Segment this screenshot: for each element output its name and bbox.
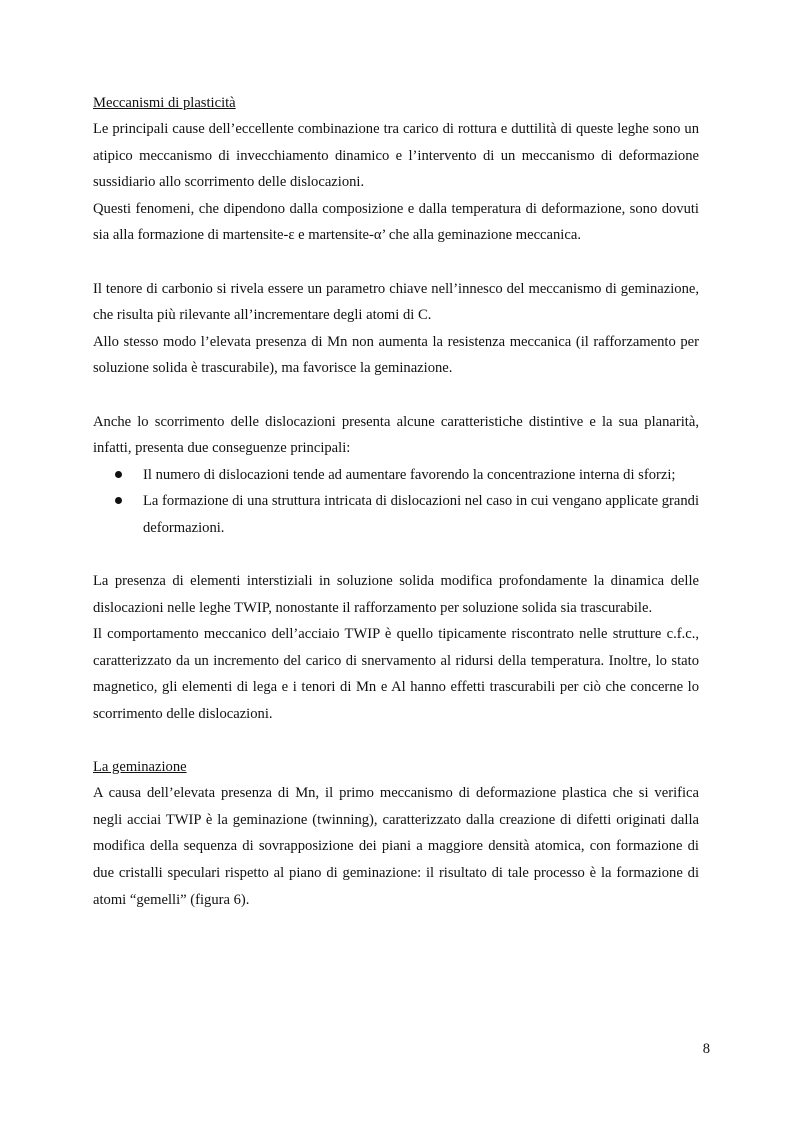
paragraph: La presenza di elementi interstiziali in soluzione solida modifica profondamente la dinamica delle dislocazioni nelle leghe TWIP, nonostante il rafforzamento per soluzione solida sia trascurabile.	[93, 573, 699, 616]
list-item-text: La formazione di una struttura intricata di dislocazioni nel caso in cui vengano applicate grandi deformazioni.	[143, 493, 699, 536]
spacer	[93, 542, 699, 569]
paragraph: Il tenore di carbonio si rivela essere un parametro chiave nell’innesco del meccanismo di geminazione, che risulta più rilevante all’incrementare degli atomi di C.	[93, 280, 699, 324]
page-number: 8	[702, 1041, 710, 1057]
bullet-icon	[115, 497, 122, 504]
paragraph: Questi fenomeni, che dipendono dalla composizione e dalla temperatura di deformazione, sono dovuti sia alla formazione di martensite-ε e martensite-α’ che alla geminazione meccanica.	[93, 200, 699, 244]
list-item	[93, 488, 699, 541]
bullet-icon	[115, 471, 122, 478]
paragraph: A causa dell’elevata presenza di Mn, il primo meccanismo di deformazione plastica che si verifica negli acciai TWIP è la geminazione (twinning), caratterizzato dalla creazione di difetti originati dalla modifica della sequenza di sovrapposizione dei piani a maggiore densità atomica, con formazione di due cristalli speculari rispetto al piano di geminazione: il risultato di tale processo è la formazione di atomi “gemelli” (figura 6).	[93, 785, 699, 908]
paragraph: Il comportamento meccanico dell’acciaio TWIP è quello tipicamente riscontrato nelle strutture c.f.c., caratterizzato da un incremento del carico di snervamento al ridursi della temperatura. Inoltre, lo stato magnetico, gli elementi di lega e i tenori di Mn e Al hanno effetti trascurabili per ciò che concerne lo scorrimento delle dislocazioni.	[93, 626, 699, 723]
page-content	[93, 90, 699, 913]
bullet-list	[93, 462, 699, 542]
spacer	[93, 728, 699, 755]
paragraph: Le principali cause dell’eccellente combinazione tra carico di rottura e duttilità di queste leghe sono un atipico meccanismo di invecchiamento dinamico e l’intervento di un meccanismo di deformazione sussidiario allo scorrimento delle dislocazioni.	[93, 121, 699, 191]
spacer	[93, 249, 699, 276]
list-item	[93, 462, 699, 489]
section-heading-twinning: La geminazione	[93, 759, 187, 776]
paragraph: Allo stesso modo l’elevata presenza di Mn non aumenta la resistenza meccanica (il rafforzamento per soluzione solida è trascurabile), ma favorisce la geminazione.	[93, 333, 699, 377]
list-item-text: Il numero di dislocazioni tende ad aumentare favorendo la concentrazione interna di sforzi;	[143, 466, 676, 483]
spacer	[93, 382, 699, 409]
section-heading-plasticity: Meccanismi di plasticità	[93, 95, 236, 111]
paragraph: Anche lo scorrimento delle dislocazioni presenta alcune caratteristiche distintive e la sua planarità, infatti, presenta due conseguenze principali:	[93, 413, 699, 457]
